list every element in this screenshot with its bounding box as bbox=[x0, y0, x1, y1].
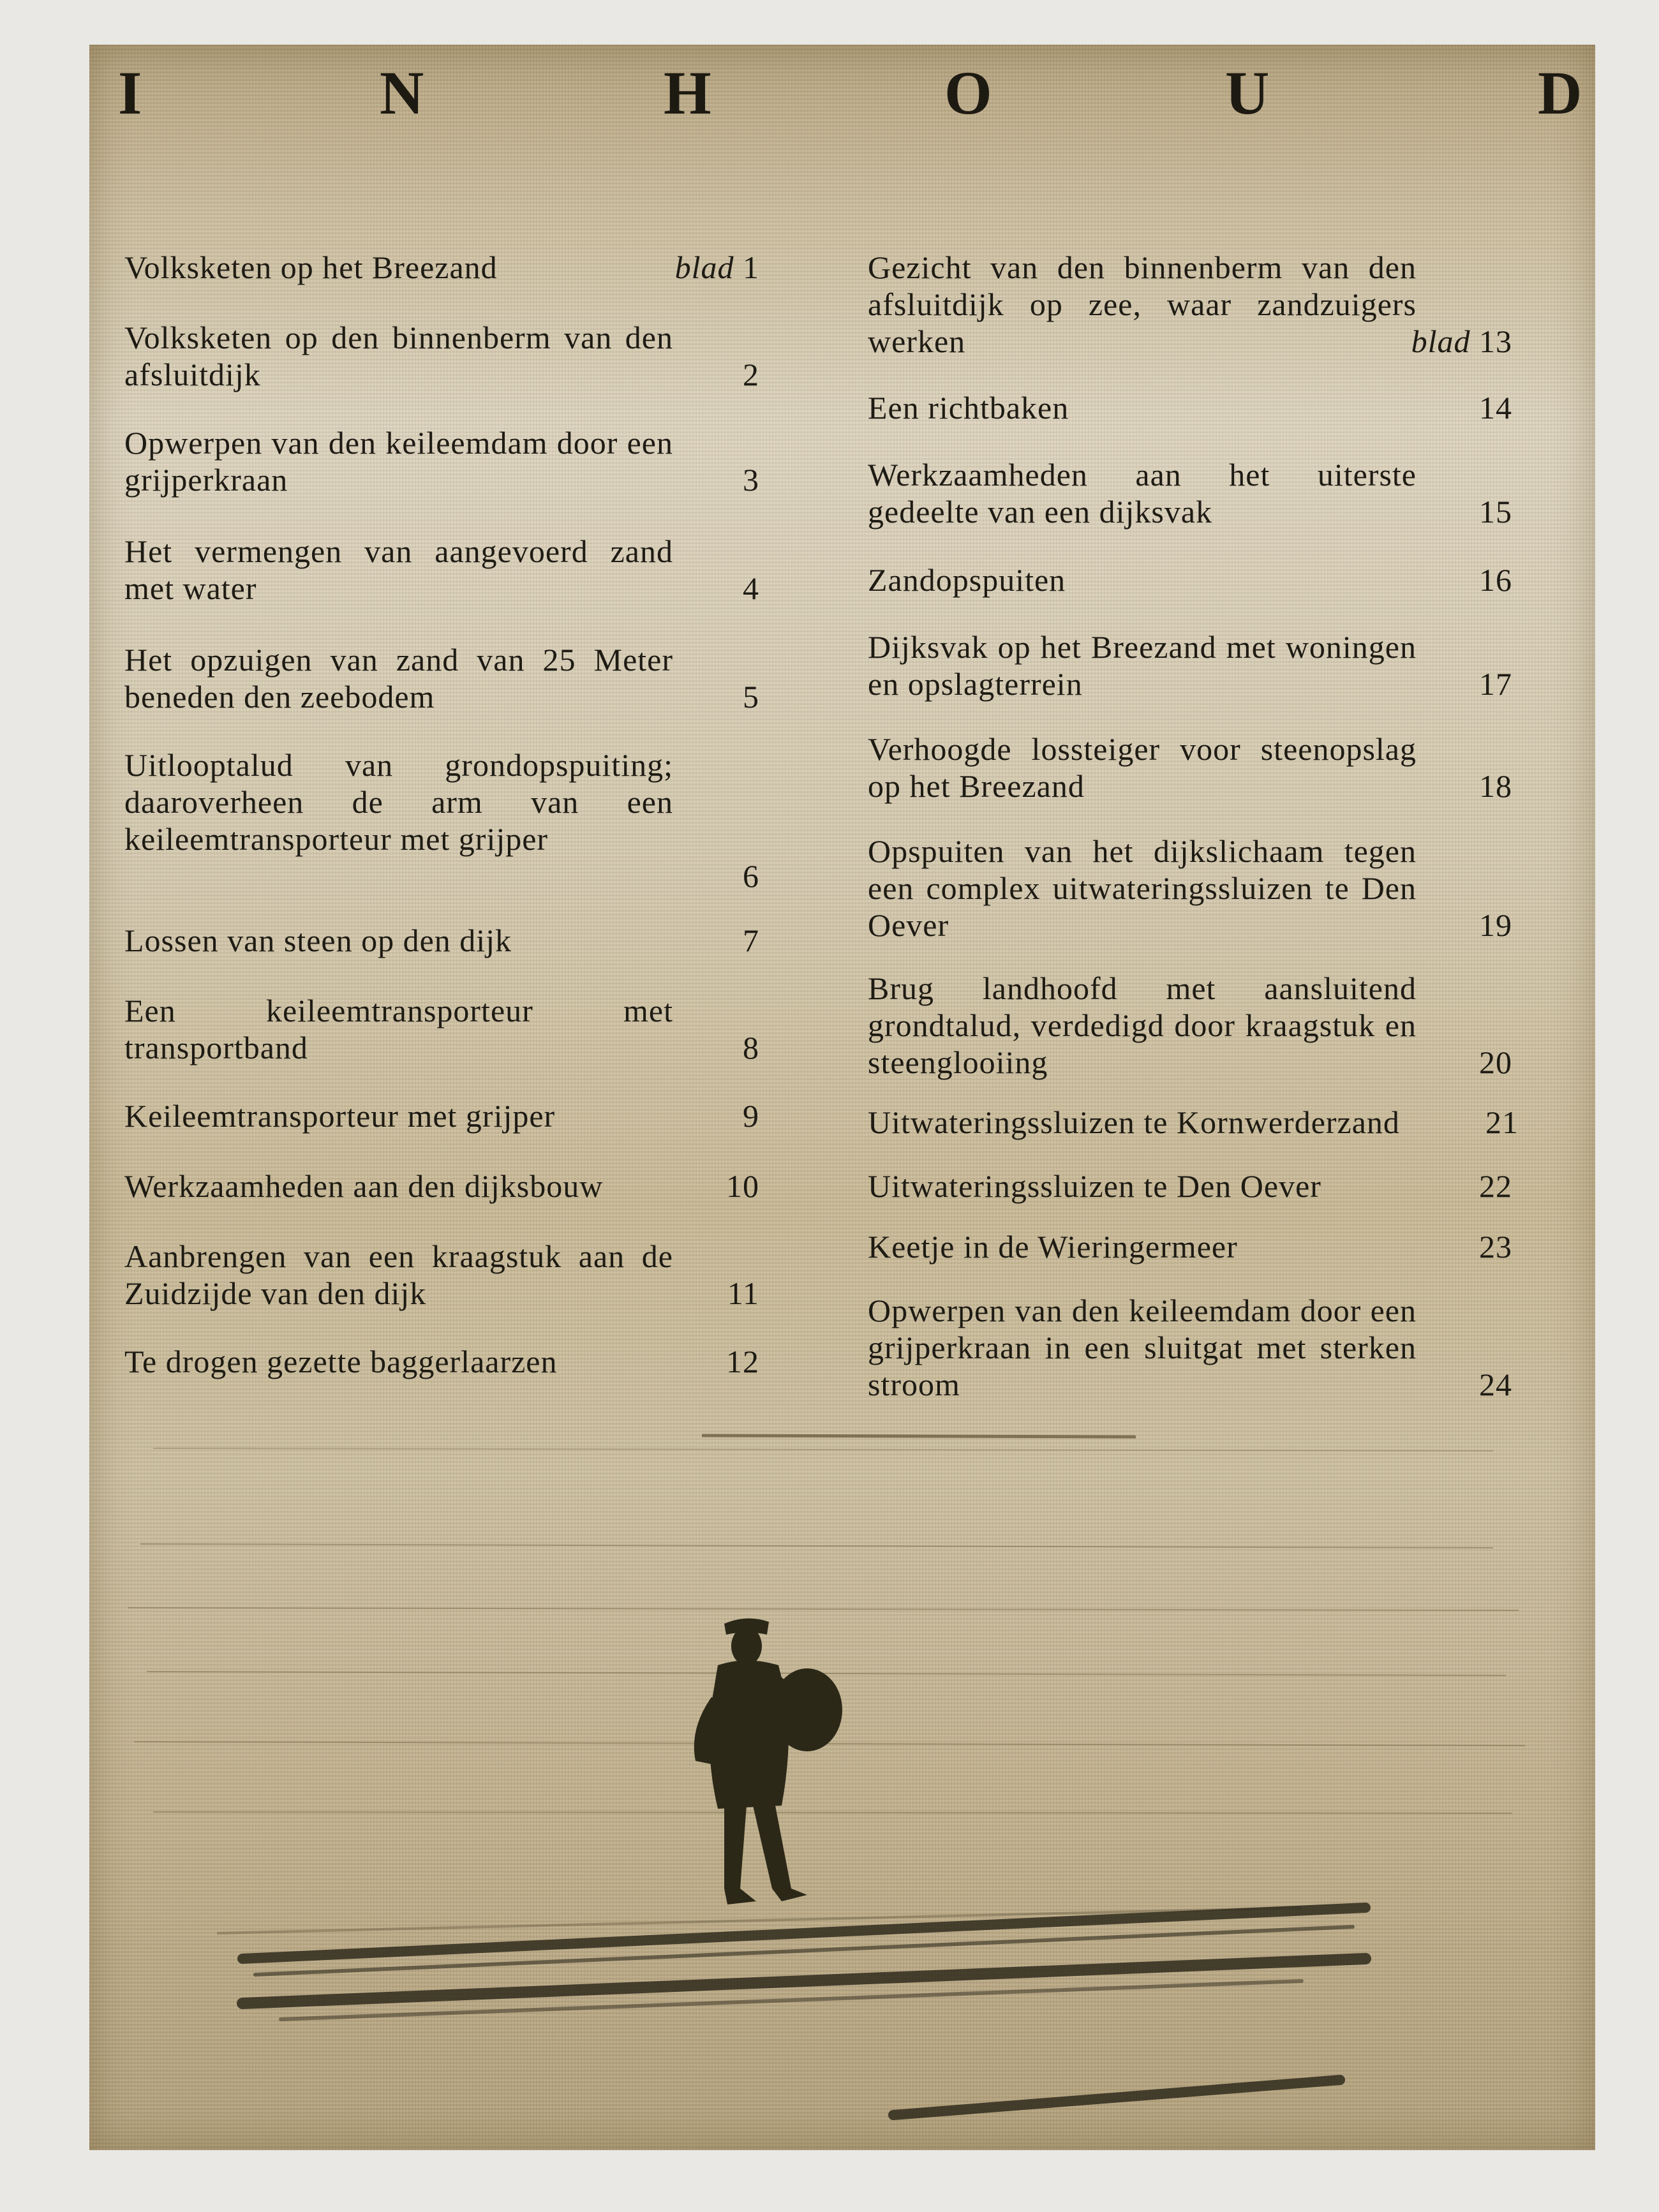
page-number: 1 bbox=[743, 249, 759, 285]
entry-title: Een richtbaken bbox=[868, 390, 1069, 426]
entry-title: Volksketen op den binnenberm van den afsluitdijk bbox=[124, 320, 673, 392]
entry-title: Dijksvak op het Breezand met woningen en opslagterrein bbox=[868, 629, 1417, 702]
title-letter: H bbox=[664, 59, 711, 127]
entry-title: Opspuiten van het dijkslichaam tegen een complex uitwateringssluizen te Den Oever bbox=[868, 833, 1417, 943]
entry-title: Werkzaamheden aan het uiterste gedeelte van een dijksvak bbox=[868, 457, 1417, 530]
page-number: 8 bbox=[743, 1030, 759, 1065]
entry-title: Verhoogde lossteiger voor steenopslag op het Breezand bbox=[868, 731, 1417, 804]
page-number: 20 bbox=[1479, 1044, 1512, 1080]
page-number: 24 bbox=[1479, 1367, 1512, 1402]
page-number: 22 bbox=[1479, 1168, 1512, 1204]
contents-page bbox=[89, 45, 1595, 2150]
page-number: 12 bbox=[726, 1344, 759, 1379]
walking-figure-illustration bbox=[89, 1397, 1595, 2150]
entry-title: Het vermengen van aangevoerd zand met water bbox=[124, 533, 673, 606]
title-letter: D bbox=[1538, 59, 1582, 127]
page-number: 7 bbox=[743, 923, 759, 958]
title-letter: N bbox=[380, 59, 424, 127]
entry-title: Uitlooptalud van grondopspuiting; daaroverheen de arm van een keileemtransporteur met grijper bbox=[124, 747, 673, 857]
page-number: 19 bbox=[1479, 907, 1512, 943]
page-number: 11 bbox=[727, 1275, 759, 1311]
entry-title: Keileemtransporteur met grijper bbox=[124, 1098, 556, 1134]
entry-title: Te drogen gezette baggerlaarzen bbox=[124, 1344, 558, 1379]
entry-title: Opwerpen van den keileemdam door een grijperkraan in een sluitgat met sterken stroom bbox=[868, 1293, 1417, 1402]
title-letter: U bbox=[1225, 59, 1270, 127]
page-number: 16 bbox=[1479, 562, 1512, 598]
page-number: 23 bbox=[1479, 1229, 1512, 1265]
page-number: 6 bbox=[743, 858, 759, 894]
entry-title: Uitwateringssluizen te Kornwerderzand bbox=[868, 1104, 1400, 1140]
horizon-line bbox=[153, 1436, 1493, 1451]
page-number: 4 bbox=[743, 570, 759, 606]
figure bbox=[694, 1619, 842, 1904]
timber-logs bbox=[242, 1908, 1365, 2115]
entry-title: Gezicht van den binnenberm van den afsluitdijk op zee, waar zandzuigers werken bbox=[868, 249, 1417, 359]
page-number: 21 bbox=[1485, 1104, 1519, 1140]
page-number: 15 bbox=[1479, 494, 1512, 530]
entry-title: Volksketen op het Breezand bbox=[124, 249, 498, 285]
blad-label: blad bbox=[674, 249, 734, 285]
entry-title: Lossen van steen op den dijk bbox=[124, 923, 512, 958]
page-number: 10 bbox=[726, 1168, 759, 1204]
page-number: 5 bbox=[743, 679, 759, 715]
page-number: 13 bbox=[1479, 323, 1512, 359]
entry-title: Zandopspuiten bbox=[868, 562, 1066, 598]
entry-title: Aanbrengen van een kraagstuk aan de Zuidzijde van den dijk bbox=[124, 1238, 673, 1311]
entry-title: Het opzuigen van zand van 25 Meter beneden den zeebodem bbox=[124, 642, 673, 715]
page-number: 3 bbox=[743, 462, 759, 498]
entry-title: Werkzaamheden aan den dijksbouw bbox=[124, 1168, 604, 1204]
title-letter: I bbox=[118, 59, 142, 127]
page-number: 18 bbox=[1479, 768, 1512, 804]
title-letter: O bbox=[944, 59, 992, 127]
page-title bbox=[89, 57, 1595, 134]
page-number: 14 bbox=[1479, 390, 1512, 426]
page-number: 2 bbox=[743, 357, 759, 392]
entry-title: Keetje in de Wieringermeer bbox=[868, 1229, 1238, 1265]
entry-title: Een keileemtransporteur met transportband bbox=[124, 993, 673, 1065]
entry-title: Uitwateringssluizen te Den Oever bbox=[868, 1168, 1321, 1204]
blad-label: blad bbox=[1411, 323, 1471, 359]
page-number: 17 bbox=[1479, 666, 1512, 702]
entry-title: Opwerpen van den keileemdam door een grijperkraan bbox=[124, 425, 673, 498]
page-number: 9 bbox=[743, 1098, 759, 1134]
entry-title: Brug landhoofd met aansluitend grondtalud, verdedigd door kraagstuk en steenglooiing bbox=[868, 970, 1417, 1080]
